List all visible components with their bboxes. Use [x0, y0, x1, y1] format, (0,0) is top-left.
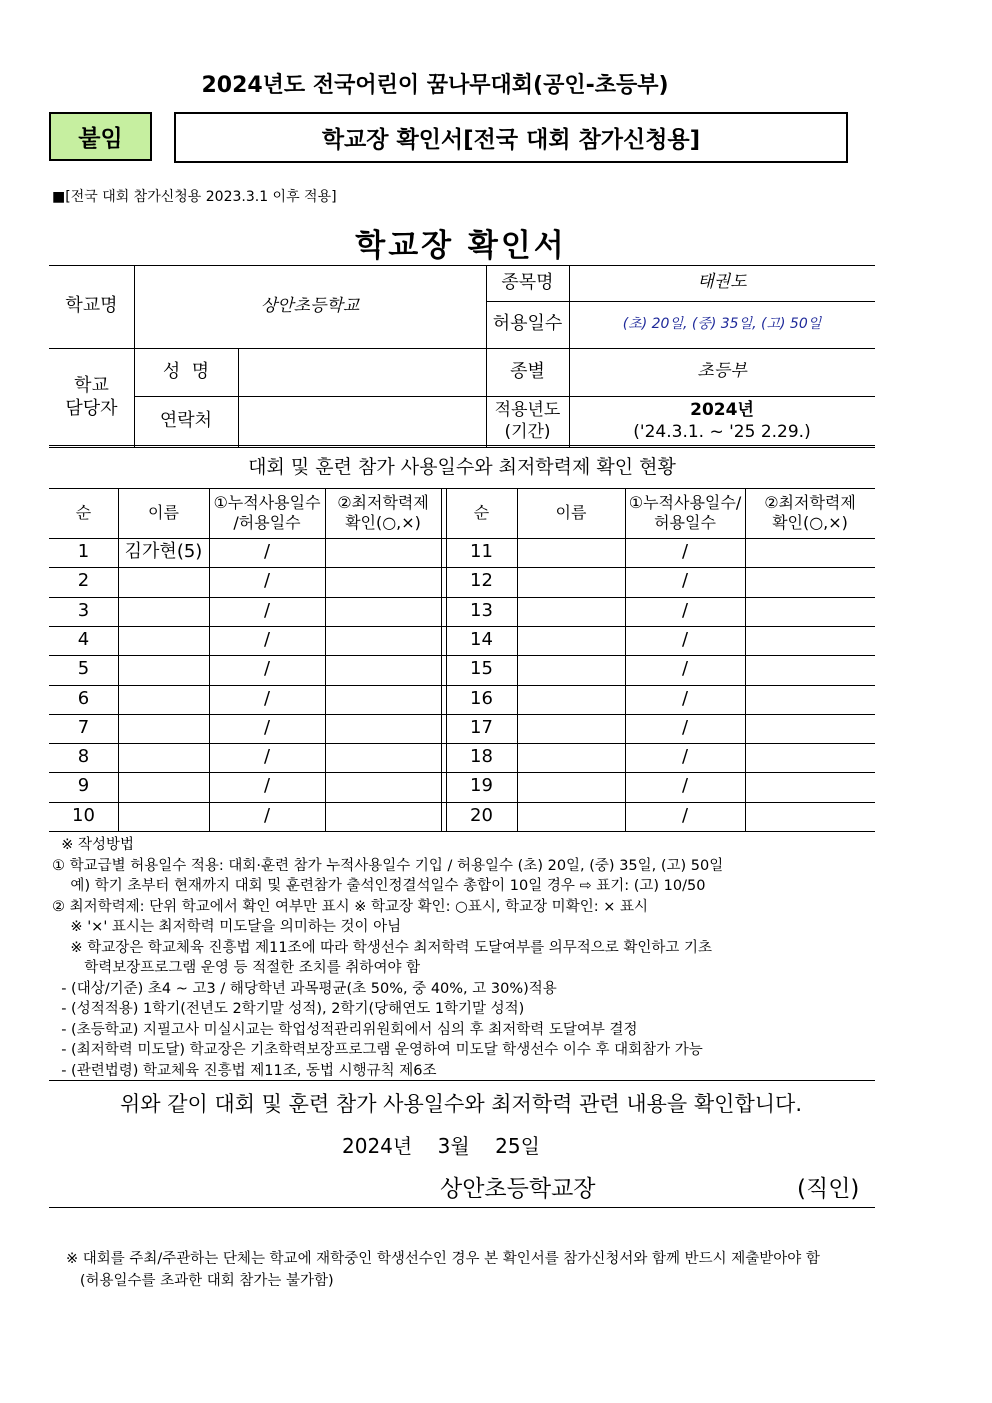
row-3-check2: [745, 597, 875, 626]
attachment-badge: 붙임: [49, 112, 152, 161]
row-8-days: /: [263, 746, 271, 768]
year-label-line1: 적용년도: [494, 400, 561, 421]
row-7-name2: [517, 714, 625, 743]
row-4-name: [118, 626, 209, 655]
row-6-check2: [745, 685, 875, 714]
note-line: 학력보장프로그램 운영 등 적절한 조치를 취하여야 함: [52, 960, 421, 976]
row-6-name: [118, 685, 209, 714]
header-days: [209, 488, 325, 538]
row-3-no: 3: [77, 600, 90, 622]
name-label: 성 명: [162, 360, 210, 382]
row-6-name2: [517, 685, 625, 714]
row-4-no: 4: [77, 629, 90, 651]
footer-line: (허용일수를 초과한 대회 참가는 불가함): [66, 1273, 334, 1289]
row-9-no: 9: [77, 775, 90, 797]
row-6-no: 6: [77, 688, 90, 710]
note-line: ② 최저학력제: 단위 학교에서 확인 여부만 표시 ※ 학교장 확인: ○표시, 학교장 미확인: × 표시: [52, 898, 648, 915]
school-name-label: 학교명: [65, 295, 118, 317]
row-4-check: [325, 626, 441, 655]
note-line: - (대상/기준) 초4 ~ 고3 / 해당학년 과목평균(초 50%, 중 40%, 고 30%)적용: [52, 980, 557, 997]
row-5-name: [118, 655, 209, 684]
row-1-check2: [745, 538, 875, 567]
row-10-no2: 20: [470, 805, 493, 827]
header-days-right-line1: ①누적사용일수/: [628, 493, 742, 512]
row-8-check2: [745, 743, 875, 772]
header-days-right: [625, 488, 745, 538]
confirmation-statement: 위와 같이 대회 및 훈련 참가 사용일수와 최저학력 관련 내용을 확인합니다.: [119, 1092, 802, 1116]
row-5-days2: /: [681, 658, 689, 680]
row-8-days2: /: [681, 746, 689, 768]
category-value: 초등부: [697, 361, 747, 382]
row-10-days2: /: [681, 805, 689, 827]
row-3-name2: [517, 597, 625, 626]
row-4-no2: 14: [470, 629, 493, 651]
row-5-days: /: [263, 658, 271, 680]
header-no-right: [446, 488, 517, 538]
row-2-no: 2: [77, 570, 90, 592]
row-8-name2: [517, 743, 625, 772]
row-6-days: /: [263, 688, 271, 710]
header-check-line1: ②최저학력제: [337, 493, 429, 512]
row-1-check: [325, 538, 441, 567]
row-10-name: [118, 802, 209, 831]
category-label: 종별: [510, 360, 545, 382]
header-name-line1: 이름: [148, 503, 179, 522]
row-2-no2: 12: [470, 570, 493, 592]
row-1-no2: 11: [470, 541, 493, 563]
header-name-right: [517, 488, 625, 538]
note-line: 예) 학기 초부터 현재까지 대회 및 훈련참가 출석인정결석일수 총합이 10일 경우 ⇨ 표기: (고) 10/50: [52, 878, 706, 894]
row-7-check2: [745, 714, 875, 743]
note-line: ※ 작성방법: [52, 837, 135, 853]
sport-value: 태권도: [697, 272, 747, 293]
row-9-no2: 19: [470, 775, 493, 797]
header-check-right-line1: ②최저학력제: [764, 493, 856, 512]
row-9-check2: [745, 772, 875, 801]
year-value-year: 2024년: [690, 400, 754, 421]
header-days-line1: ①누적사용일수: [213, 493, 321, 512]
header-days-line2: /허용일수: [233, 513, 301, 532]
staff-label-line2: 담당자: [65, 397, 118, 419]
row-5-name2: [517, 655, 625, 684]
allowed-days-value: (초) 20일, (중) 35일, (고) 50일: [622, 315, 822, 332]
row-10-check2: [745, 802, 875, 831]
row-5-check2: [745, 655, 875, 684]
row-3-days2: /: [681, 600, 689, 622]
note-line: - (성적적용) 1학기(전년도 2학기말 성적), 2학기(당해연도 1학기말 성적): [52, 1001, 525, 1017]
staff-label-line1: 학교: [74, 375, 109, 396]
note-line: - (관련법령) 학교체육 진흥법 제11조, 동법 시행규칙 제6조: [52, 1062, 437, 1079]
row-9-days: /: [263, 775, 271, 797]
row-3-name: [118, 597, 209, 626]
row-2-days: /: [263, 570, 271, 592]
row-7-days2: /: [681, 717, 689, 739]
row-1-no: 1: [77, 541, 90, 563]
confirmation-date: 2024년 3월 25일: [342, 1134, 540, 1158]
row-4-days: /: [263, 629, 271, 651]
document-title: 학교장 확인서: [355, 228, 567, 264]
row-1-name2: [517, 538, 625, 567]
row-10-days: /: [263, 805, 271, 827]
row-2-name: [118, 567, 209, 596]
row-6-check: [325, 685, 441, 714]
writing-instructions: [52, 835, 902, 1081]
row-8-name: [118, 743, 209, 772]
row-7-days: /: [263, 717, 271, 739]
row-4-name2: [517, 626, 625, 655]
note-line: ※ 학교장은 학교체육 진흥법 제11조에 따라 학생선수 최저학력 도달여부를 의무적으로 확인하고 기초: [52, 939, 713, 956]
row-4-check2: [745, 626, 875, 655]
header-check: [325, 488, 441, 538]
header-no: [49, 488, 118, 538]
row-3-days: /: [263, 600, 271, 622]
note-line: - (초등학교) 지필고사 미실시교는 학업성적관리위원회에서 심의 후 최저학력 도달여부 결정: [52, 1021, 638, 1038]
row-4-days2: /: [681, 629, 689, 651]
row-1-days: /: [263, 541, 271, 563]
row-8-check: [325, 743, 441, 772]
principal-signature: 상안초등학교장: [440, 1176, 596, 1202]
row-2-days2: /: [681, 570, 689, 592]
row-7-no: 7: [77, 717, 90, 739]
status-title: 대회 및 훈련 참가 사용일수와 최저학력제 확인 현황: [248, 456, 676, 479]
row-7-check: [325, 714, 441, 743]
form-title-box: 학교장 확인서[전국 대회 참가신청용]: [174, 112, 848, 163]
year-label-line2: (기간): [504, 421, 551, 442]
row-2-check2: [745, 567, 875, 596]
row-1-name: 김가현(5): [124, 541, 203, 563]
row-10-no: 10: [72, 805, 95, 827]
row-6-days2: /: [681, 688, 689, 710]
row-9-name: [118, 772, 209, 801]
row-6-no2: 16: [470, 688, 493, 710]
school-name-value: 상안초등학교: [260, 295, 360, 316]
footer-note: [66, 1248, 820, 1292]
header-check-right-line2: 확인(○,×): [772, 513, 848, 532]
contact-label: 연락처: [159, 410, 213, 432]
row-10-name2: [517, 802, 625, 831]
row-5-no: 5: [77, 658, 90, 680]
notice-line: ■[전국 대회 참가신청용 2023.3.1 이후 적용]: [52, 189, 337, 205]
footer-line: ※ 대회를 주최/주관하는 단체는 학교에 재학중인 학생선수인 경우 본 확인서를 참가신청서와 함께 반드시 제출받아야 함: [66, 1251, 820, 1267]
header-check-right: [745, 488, 875, 538]
year-value-period: ('24.3.1. ~ '25 2.29.): [633, 421, 811, 442]
note-line: ※ '×' 표시는 최저학력 미도달을 의미하는 것이 아님: [52, 919, 402, 935]
allowed-days-label: 허용일수: [492, 313, 563, 335]
row-9-days2: /: [681, 775, 689, 797]
sport-label: 종목명: [501, 271, 554, 293]
row-7-no2: 17: [470, 717, 493, 739]
row-9-name2: [517, 772, 625, 801]
header-name-right-line1: 이름: [555, 503, 587, 522]
header-check-line2: 확인(○,×): [345, 513, 421, 532]
header-no-line1: 순: [75, 503, 92, 522]
row-5-no2: 15: [470, 658, 493, 680]
note-line: - (최저학력 미도달) 학교장은 기초학력보장프로그램 운영하여 미도달 학생선수 이수 후 대회참가 가능: [52, 1042, 703, 1058]
row-7-name: [118, 714, 209, 743]
row-2-check: [325, 567, 441, 596]
row-3-no2: 13: [470, 600, 493, 622]
header-no-right-line1: 순: [473, 503, 490, 522]
header-days-right-line2: 허용일수: [654, 513, 716, 532]
row-8-no: 8: [77, 746, 90, 768]
row-8-no2: 18: [470, 746, 493, 768]
row-1-days2: /: [681, 541, 689, 563]
header-name: [118, 488, 209, 538]
official-seal: (직인): [797, 1176, 860, 1202]
row-10-check: [325, 802, 441, 831]
event-title: 2024년도 전국어린이 꿈나무대회(공인-초등부): [201, 73, 669, 98]
row-3-check: [325, 597, 441, 626]
row-2-name2: [517, 567, 625, 596]
row-9-check: [325, 772, 441, 801]
note-line: ① 학교급별 허용일수 적용: 대회·훈련 참가 누적사용일수 기입 / 허용일수 (초) 20일, (중) 35일, (고) 50일: [52, 857, 724, 874]
row-5-check: [325, 655, 441, 684]
